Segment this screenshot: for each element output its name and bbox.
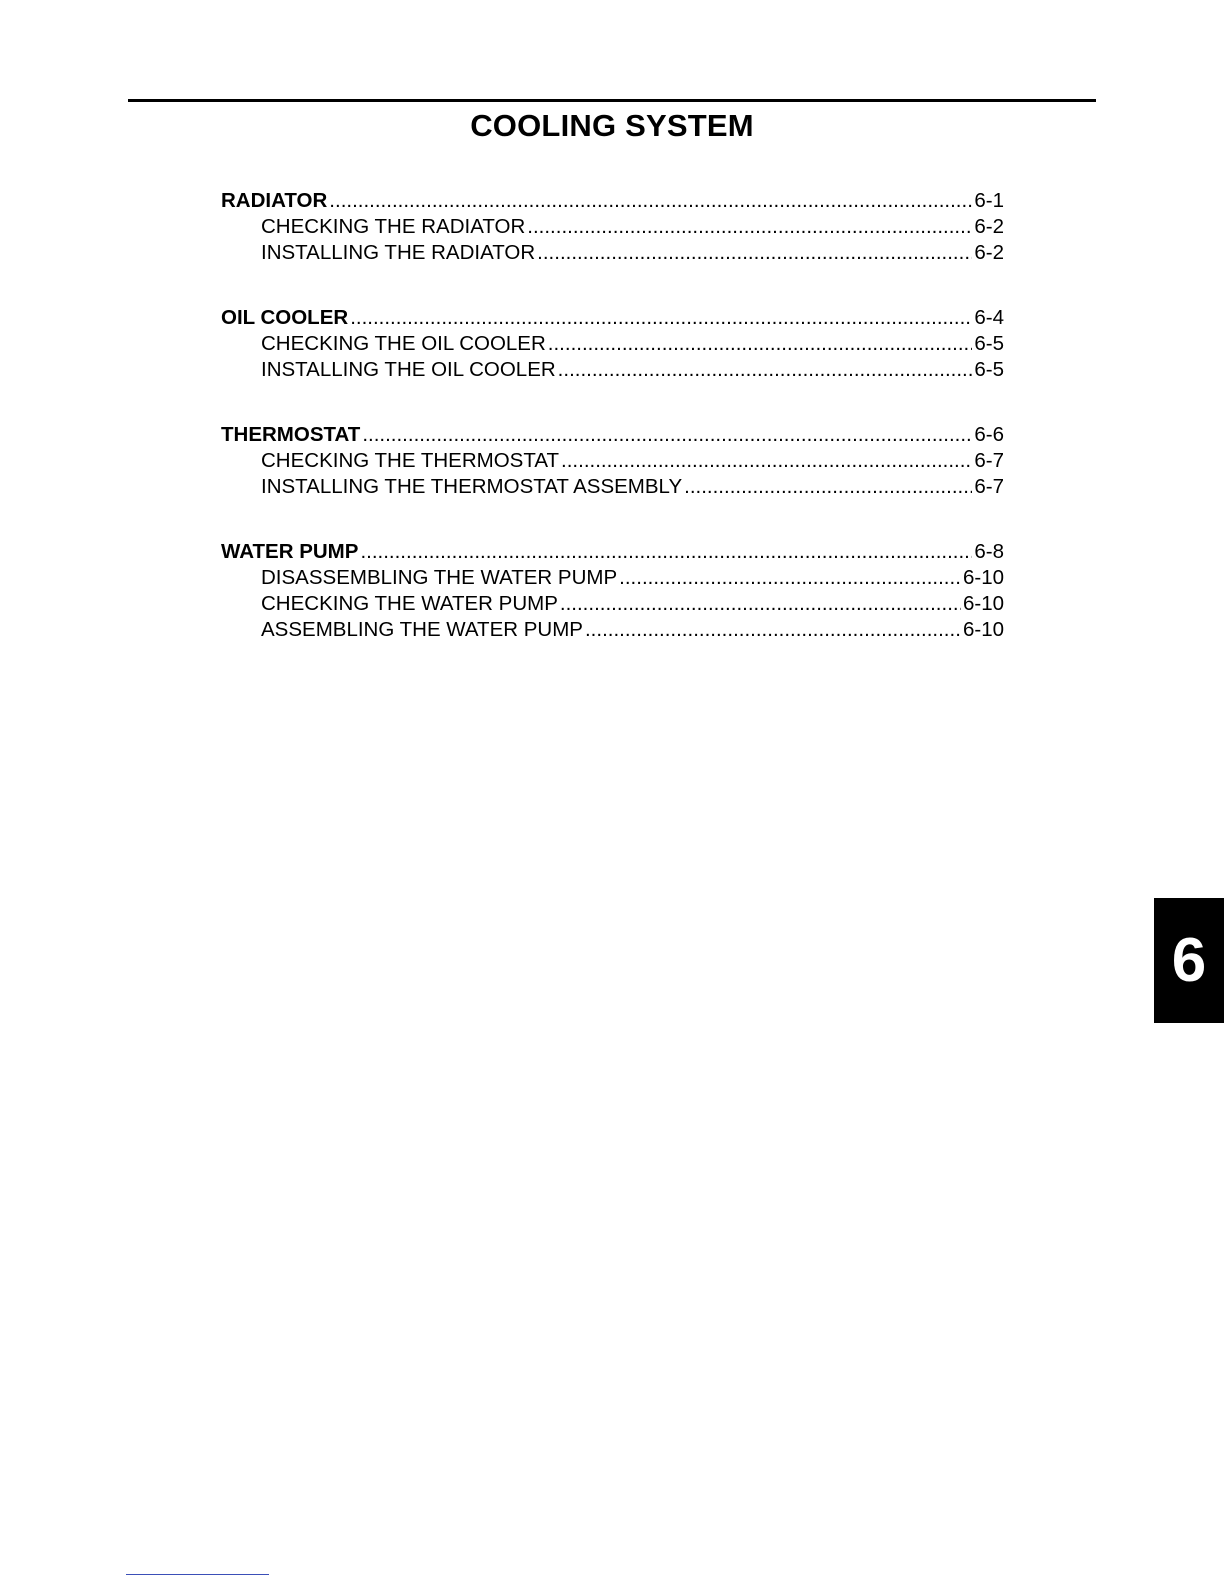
toc-entry-label: INSTALLING THE OIL COOLER [261,358,556,381]
toc-entry-label: INSTALLING THE THERMOSTAT ASSEMBLY [261,475,683,498]
toc-entry-page: 6-10 [962,566,1004,589]
toc-leader-dots [527,214,972,240]
toc-entry-page: 6-4 [974,306,1004,329]
page-title: COOLING SYSTEM [470,108,754,143]
footer-rule [126,1574,269,1575]
toc-entry-sub[interactable] [221,474,1004,500]
toc-entry-sub[interactable] [221,565,1004,591]
top-rule [128,99,1096,102]
toc-entry-sub[interactable] [221,331,1004,357]
toc-leader-dots [362,422,972,448]
toc-leader-dots [585,617,961,643]
toc-entry-sub[interactable] [221,357,1004,383]
toc-entry-page: 6-7 [974,475,1004,498]
chapter-tab: 6 [1154,898,1224,1023]
toc-leader-dots [560,591,961,617]
toc-entry-page: 6-8 [974,540,1004,563]
toc-entry-page: 6-10 [962,592,1004,615]
toc-entry-label: ASSEMBLING THE WATER PUMP [261,618,583,641]
toc-entry-label: DISASSEMBLING THE WATER PUMP [261,566,618,589]
toc-entry-main[interactable] [221,539,1004,565]
toc-entry-page: 6-6 [974,423,1004,446]
toc-leader-dots [548,331,973,357]
toc-entry-sub[interactable] [221,214,1004,240]
toc-entry-label: CHECKING THE OIL COOLER [261,332,546,355]
toc-group-oil-cooler [221,305,1004,383]
toc-entry-label: INSTALLING THE RADIATOR [261,241,536,264]
toc-entry-label: OIL COOLER [221,306,349,329]
toc-entry-main[interactable] [221,305,1004,331]
toc-entry-main[interactable] [221,422,1004,448]
toc-entry-page: 6-1 [974,189,1004,212]
toc-entry-label: CHECKING THE RADIATOR [261,215,526,238]
toc-entry-main[interactable] [221,188,1004,214]
toc-group-radiator [221,188,1004,266]
toc-group-thermostat [221,422,1004,500]
table-of-contents [221,188,1004,682]
toc-leader-dots [561,448,972,474]
toc-entry-sub[interactable] [221,617,1004,643]
toc-entry-page: 6-5 [974,358,1004,381]
toc-entry-page: 6-2 [974,215,1004,238]
toc-group-water-pump [221,539,1004,643]
toc-entry-page: 6-10 [962,618,1004,641]
toc-entry-label: CHECKING THE WATER PUMP [261,592,558,615]
toc-leader-dots [360,539,972,565]
toc-entry-page: 6-2 [974,241,1004,264]
toc-entry-label: RADIATOR [221,189,328,212]
toc-entry-label: CHECKING THE THERMOSTAT [261,449,560,472]
toc-entry-sub[interactable] [221,448,1004,474]
toc-entry-label: WATER PUMP [221,540,359,563]
toc-leader-dots [558,357,973,383]
toc-leader-dots [350,305,972,331]
toc-leader-dots [329,188,972,214]
toc-leader-dots [684,474,972,500]
toc-entry-page: 6-5 [974,332,1004,355]
toc-leader-dots [619,565,961,591]
toc-entry-sub[interactable] [221,240,1004,266]
toc-entry-sub[interactable] [221,591,1004,617]
toc-entry-page: 6-7 [974,449,1004,472]
toc-entry-label: THERMOSTAT [221,423,361,446]
toc-leader-dots [537,240,972,266]
